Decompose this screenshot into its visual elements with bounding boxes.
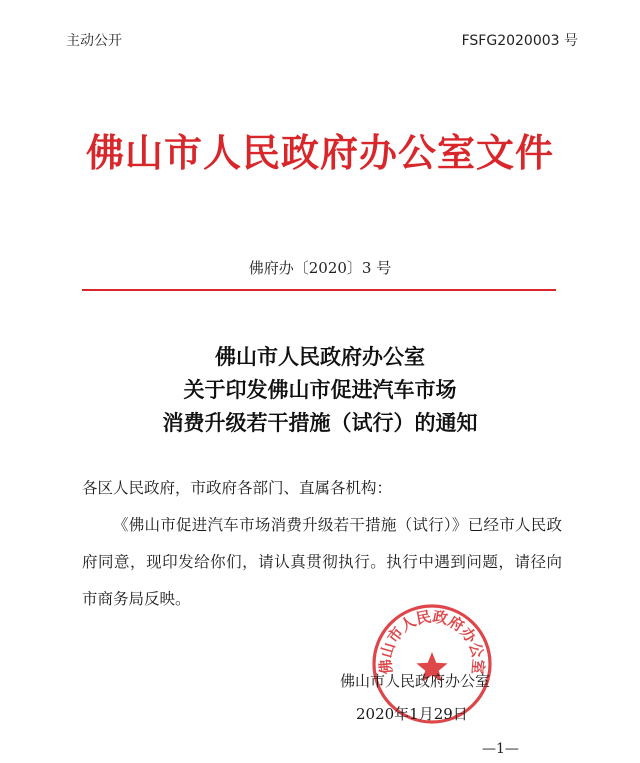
body-paragraph: 《佛山市促进汽车市场消费升级若干措施（试行）》已经市人民政府同意，现印发给你们，请认真贯彻执行。执行中遇到问题，请径向市商务局反映。 (82, 516, 562, 608)
title-line-3: 消费升级若干措施（试行）的通知 (162, 410, 478, 435)
notice-title (0, 340, 640, 439)
document-code: FSFG2020003 号 (461, 33, 578, 49)
disclosure-label: 主动公开 (66, 33, 122, 49)
seal-text: 佛山市人民政府办公室 (376, 607, 488, 676)
document-number: 佛府办〔2020〕3 号 (248, 259, 392, 277)
notice-body (82, 470, 562, 618)
document-header: 佛山市人民政府办公室文件 (85, 130, 554, 175)
salutation: 各区人民政府，市政府各部门、直属各机构： (82, 479, 393, 497)
title-line-2: 关于印发佛山市促进汽车市场 (183, 377, 457, 402)
page-number: —1— (482, 741, 519, 757)
title-line-1: 佛山市人民政府办公室 (215, 344, 425, 369)
red-divider-line (82, 289, 556, 291)
signature-date: 2020年1月29日 (356, 705, 468, 723)
signature-organization: 佛山市人民政府办公室 (340, 672, 491, 690)
